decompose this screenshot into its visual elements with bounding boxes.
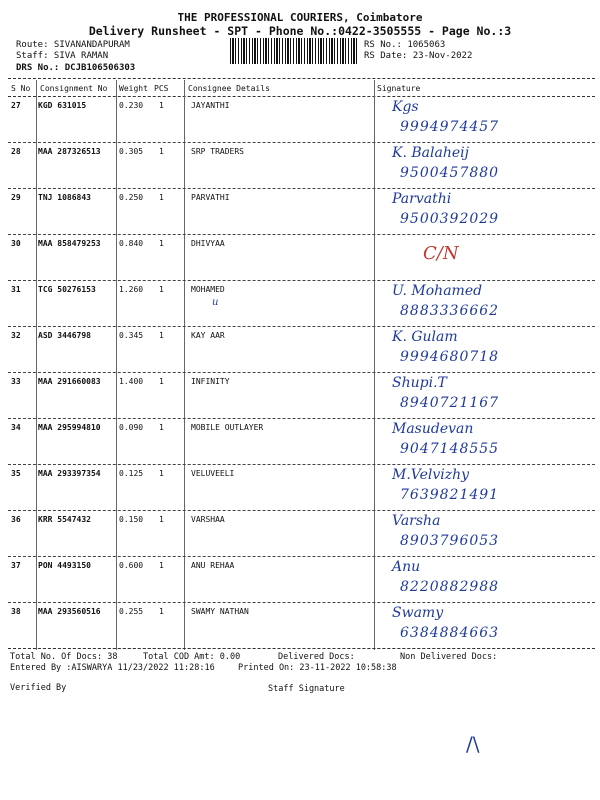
signature-phone: 9047148555 xyxy=(400,441,500,457)
row-weight: 0.250 xyxy=(119,193,144,202)
row-consignee: JAYANTHI xyxy=(191,101,230,110)
signature-phone: 6384884663 xyxy=(400,625,500,641)
table-row xyxy=(8,235,595,281)
row-sno: 32 xyxy=(11,331,21,340)
signature-phone: 9994680718 xyxy=(400,349,500,365)
signature-name: U. Mohamed xyxy=(392,283,483,299)
signature-phone: 7639821491 xyxy=(400,487,500,503)
row-sno: 31 xyxy=(11,285,21,294)
row-sno: 38 xyxy=(11,607,21,616)
row-weight: 0.090 xyxy=(119,423,144,432)
signature-name: Masudevan xyxy=(392,421,474,437)
table-row xyxy=(8,419,595,465)
row-sno: 30 xyxy=(11,239,21,248)
row-consignment: PON 4493150 xyxy=(38,561,91,570)
non-delivered-docs: Non Delivered Docs: xyxy=(400,652,498,662)
row-sno: 35 xyxy=(11,469,21,478)
company-title: THE PROFESSIONAL COURIERS, Coimbatore xyxy=(177,11,423,24)
table-row xyxy=(8,557,595,603)
col-consignee: Consignee Details xyxy=(188,84,270,93)
row-pcs: 1 xyxy=(159,515,164,524)
signature-phone: 9500457880 xyxy=(400,165,500,181)
col-signature: Signature xyxy=(377,84,421,93)
printed-on: Printed On: 23-11-2022 10:58:38 xyxy=(238,663,397,673)
row-weight: 0.125 xyxy=(119,469,144,478)
footer-rule xyxy=(8,648,595,649)
signature-name: Shupi.T xyxy=(392,375,447,391)
table-row xyxy=(8,143,595,189)
handwritten-note: u xyxy=(212,297,219,308)
col-consignment: Consignment No xyxy=(40,84,108,93)
row-pcs: 1 xyxy=(159,285,164,294)
signature-phone: 9994974457 xyxy=(400,119,500,135)
signature-phone: 9500392029 xyxy=(400,211,500,227)
row-consignee: PARVATHI xyxy=(191,193,230,202)
row-weight: 0.230 xyxy=(119,101,144,110)
row-consignment: KRR 5547432 xyxy=(38,515,91,524)
rs-number: RS No.: 1065063 xyxy=(364,40,446,50)
row-consignment: TCG 50276153 xyxy=(38,285,96,294)
entered-by: Entered By :AISWARYA 11/23/2022 11:28:16 xyxy=(10,663,215,673)
table-row xyxy=(8,327,595,373)
table-row xyxy=(8,465,595,511)
row-sno: 37 xyxy=(11,561,21,570)
row-weight: 0.255 xyxy=(119,607,144,616)
row-consignment: KGD 631015 xyxy=(38,101,87,110)
row-pcs: 1 xyxy=(159,101,164,110)
row-consignment: TNJ 1086843 xyxy=(38,193,91,202)
row-weight: 0.840 xyxy=(119,239,144,248)
total-docs: Total No. Of Docs: 38 xyxy=(10,652,118,662)
table-row xyxy=(8,189,595,235)
signature-name: Kgs xyxy=(392,99,419,115)
row-consignee: VARSHAA xyxy=(191,515,225,524)
row-consignment: ASD 3446798 xyxy=(38,331,91,340)
row-pcs: 1 xyxy=(159,331,164,340)
signature-name: M.Velvizhy xyxy=(392,467,470,483)
row-weight: 1.400 xyxy=(119,377,144,386)
row-sno: 27 xyxy=(11,101,21,110)
col-sno: S No xyxy=(11,84,31,93)
signature-phone: 8220882988 xyxy=(400,579,500,595)
barcode xyxy=(230,38,358,64)
signature-name: Swamy xyxy=(392,605,444,621)
signature-name: Varsha xyxy=(392,513,441,529)
route-label: Route: SIVANANDAPURAM xyxy=(16,40,130,50)
row-sno: 34 xyxy=(11,423,21,432)
row-consignment: MAA 293397354 xyxy=(38,469,101,478)
row-pcs: 1 xyxy=(159,561,164,570)
row-weight: 0.305 xyxy=(119,147,144,156)
row-sno: 28 xyxy=(11,147,21,156)
signature-phone: 8883336662 xyxy=(400,303,500,319)
row-consignment: MAA 293560516 xyxy=(38,607,101,616)
table-row xyxy=(8,97,595,143)
delivered-docs: Delivered Docs: xyxy=(278,652,355,662)
row-pcs: 1 xyxy=(159,469,164,478)
staff-signature-label: Staff Signature xyxy=(268,684,345,694)
row-weight: 1.260 xyxy=(119,285,144,294)
row-sno: 33 xyxy=(11,377,21,386)
pen-mark: /\ xyxy=(466,732,480,756)
table-row xyxy=(8,603,595,649)
row-pcs: 1 xyxy=(159,147,164,156)
verified-by: Verified By xyxy=(10,683,67,693)
row-pcs: 1 xyxy=(159,239,164,248)
col-weight: Weight xyxy=(119,84,148,93)
rs-date: RS Date: 23-Nov-2022 xyxy=(364,51,473,61)
row-consignee: DHIVYAA xyxy=(191,239,225,248)
row-consignee: MOBILE OUTLAYER xyxy=(191,423,264,432)
signature-phone: 8940721167 xyxy=(400,395,500,411)
row-consignee: ANU REHAA xyxy=(191,561,235,570)
row-weight: 0.600 xyxy=(119,561,144,570)
row-consignment: MAA 287326513 xyxy=(38,147,101,156)
row-pcs: 1 xyxy=(159,607,164,616)
signature-name: Anu xyxy=(392,559,421,575)
row-sno: 29 xyxy=(11,193,21,202)
staff-label: Staff: SIVA RAMAN xyxy=(16,51,109,61)
total-cod: Total COD Amt: 0.00 xyxy=(143,652,241,662)
signature-phone: 8903796053 xyxy=(400,533,500,549)
row-consignee: KAY AAR xyxy=(191,331,225,340)
table-row xyxy=(8,373,595,419)
row-consignee: VELUVEELI xyxy=(191,469,235,478)
row-sno: 36 xyxy=(11,515,21,524)
signature-name: C/N xyxy=(423,243,459,264)
table-row xyxy=(8,511,595,557)
col-pcs: PCS xyxy=(154,84,169,93)
runsheet-title: Delivery Runsheet - SPT - Phone No.:0422-3505555 - Page No.:3 xyxy=(88,24,512,38)
row-consignee: SRP TRADERS xyxy=(191,147,244,156)
row-consignee: INFINITY xyxy=(191,377,230,386)
row-pcs: 1 xyxy=(159,423,164,432)
row-pcs: 1 xyxy=(159,377,164,386)
row-pcs: 1 xyxy=(159,193,164,202)
signature-name: K. Gulam xyxy=(392,329,458,345)
row-weight: 0.150 xyxy=(119,515,144,524)
row-consignment: MAA 295994810 xyxy=(38,423,101,432)
signature-name: K. Balaheij xyxy=(392,145,469,161)
drs-number: DRS No.: DCJB106506303 xyxy=(16,63,136,73)
signature-name: Parvathi xyxy=(392,191,452,207)
row-weight: 0.345 xyxy=(119,331,144,340)
row-consignment: MAA 291660083 xyxy=(38,377,101,386)
row-consignee: MOHAMED xyxy=(191,285,225,294)
table-row xyxy=(8,281,595,327)
row-consignment: MAA 858479253 xyxy=(38,239,101,248)
header-top-rule xyxy=(8,78,595,79)
row-consignee: SWAMY NATHAN xyxy=(191,607,249,616)
